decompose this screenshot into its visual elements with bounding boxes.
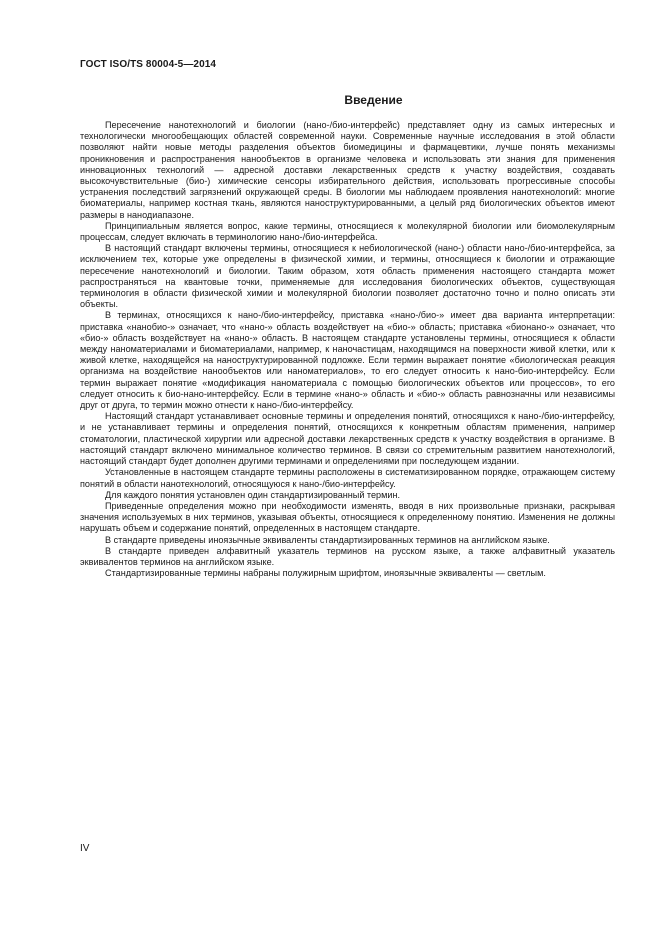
paragraph: Настоящий стандарт устанавливает основные термины и определения понятий, относящихся к нано-/био-интерфейсу, и не устанавливает термины и определения понятий, относящихся к конкретным областям применения, например стоматологии, пластической хирургии или адресной доставки лекарственных средств к участку воздействия в организме. В настоящий стандарт включено минимальное количество терминов. В связи со стремительным развитием нанотехнологий, настоящий стандарт будет дополнен другими терминами и определениями при последующем издании. [80,411,615,467]
paragraph: Приведенные определения можно при необходимости изменять, вводя в них произвольные признаки, раскрывая значения используемых в них терминов, указывая объекты, относящиеся к определенному понятию. Изменения не должны нарушать объем и содержание понятий, определенных в настоящем стандарте. [80,500,615,534]
paragraph: Для каждого понятия установлен один стандартизированный термин. [105,489,400,500]
paragraph: В стандарте приведен алфавитный указатель терминов на русском языке, а также алфавитный указатель эквивалентов терминов на английском языке. [80,545,615,567]
standard-code-header: ГОСТ ISO/TS 80004-5—2014 [80,59,217,70]
paragraph: В настоящий стандарт включены термины, относящиеся к небиологической (нано-) области нано-/био-интерфейса, за исключением тех, которые уже определены в физической химии, и термины, относящиеся к биологии и отражающие пересечение нанотехнологий и биологии. Таким образом, хотя область применения настоящего стандарта может распространяться на квантовые точки, применяемые для исследования биологических объектов, существующая терминология в области физической химии и молекулярной биологии позволяет достаточно точно и полно описать эти объекты. [80,243,615,310]
paragraph: В стандарте приведены иноязычные эквиваленты стандартизированных терминов на английском языке. [105,534,550,545]
section-title: Введение [344,93,403,107]
paragraph: Пересечение нанотехнологий и биологии (нано-/био-интерфейс) представляет одну из самых интересных и технологически многообещающих областей современной науки. Современные научные исследования в этой области позволяют найти новые методы разделения объектов биомедицины и фармацевтики, лучше понять механизмы проникновения и распространения нанообъектов в организме человека и использовать эти знания для применения инновационных технологий — адресной доставки лекарственных средств к участку воздействия, создавать высокочувствительные (био-) химические сенсоры избирательного действия, использовать прогрессивные способы устранения последствий загрязнений окружающей среды. В биологии мы наблюдаем проявления нанотехнологий: многие биоматериалы, например костная ткань, являются наноструктурированными, а целый ряд биологических объектов имеют размеры в нанодиапазоне. [80,120,615,220]
paragraph: В терминах, относящихся к нано-/био-интерфейсу, приставка «нано-/био-» имеет два варианта интерпретации: приставка «нанобио-» означает, что «нано-» область воздействует на «био-» область; приставка «бионано-» означает, что «био-» область воздействует на «нано-» область. В настоящем стандарте установлены термины, относящиеся к области между наноматериалами и биоматериалами, например, к наночастицам, находящимся на поверхности живой клетки, или к живой клетке, находящейся на наноструктурированной подложке. Если термин выражает понятие «биологическая реакция организма на воздействие нанообъектов или наноматериалов», то его следует относить к нано-био-интерфейсу. Если термин выражает понятие «модификация наноматериала с помощью биологических объектов или процессов», то его следует относить к био-нано-интерфейсу. Если в термине «нано-» область и «био-» область равнозначны или независимы друг от друга, то термин можно отнести к нано-/био-интерфейсу. [80,310,615,411]
paragraph: Принципиальным является вопрос, какие термины, относящиеся к молекулярной биологии или биомолекулярным процессам, следует включать в терминологию нано-/био-интерфейса. [80,220,615,243]
paragraph: Установленные в настоящем стандарте термины расположены в систематизированном порядке, отражающем систему понятий в области нанотехнологий, относящуюся к нано-/био-интерфейсу. [80,467,615,489]
paragraph: Стандартизированные термины набраны полужирным шрифтом, иноязычные эквиваленты — светлым. [105,568,546,579]
page-number: IV [80,843,90,854]
introduction-body [80,120,615,579]
